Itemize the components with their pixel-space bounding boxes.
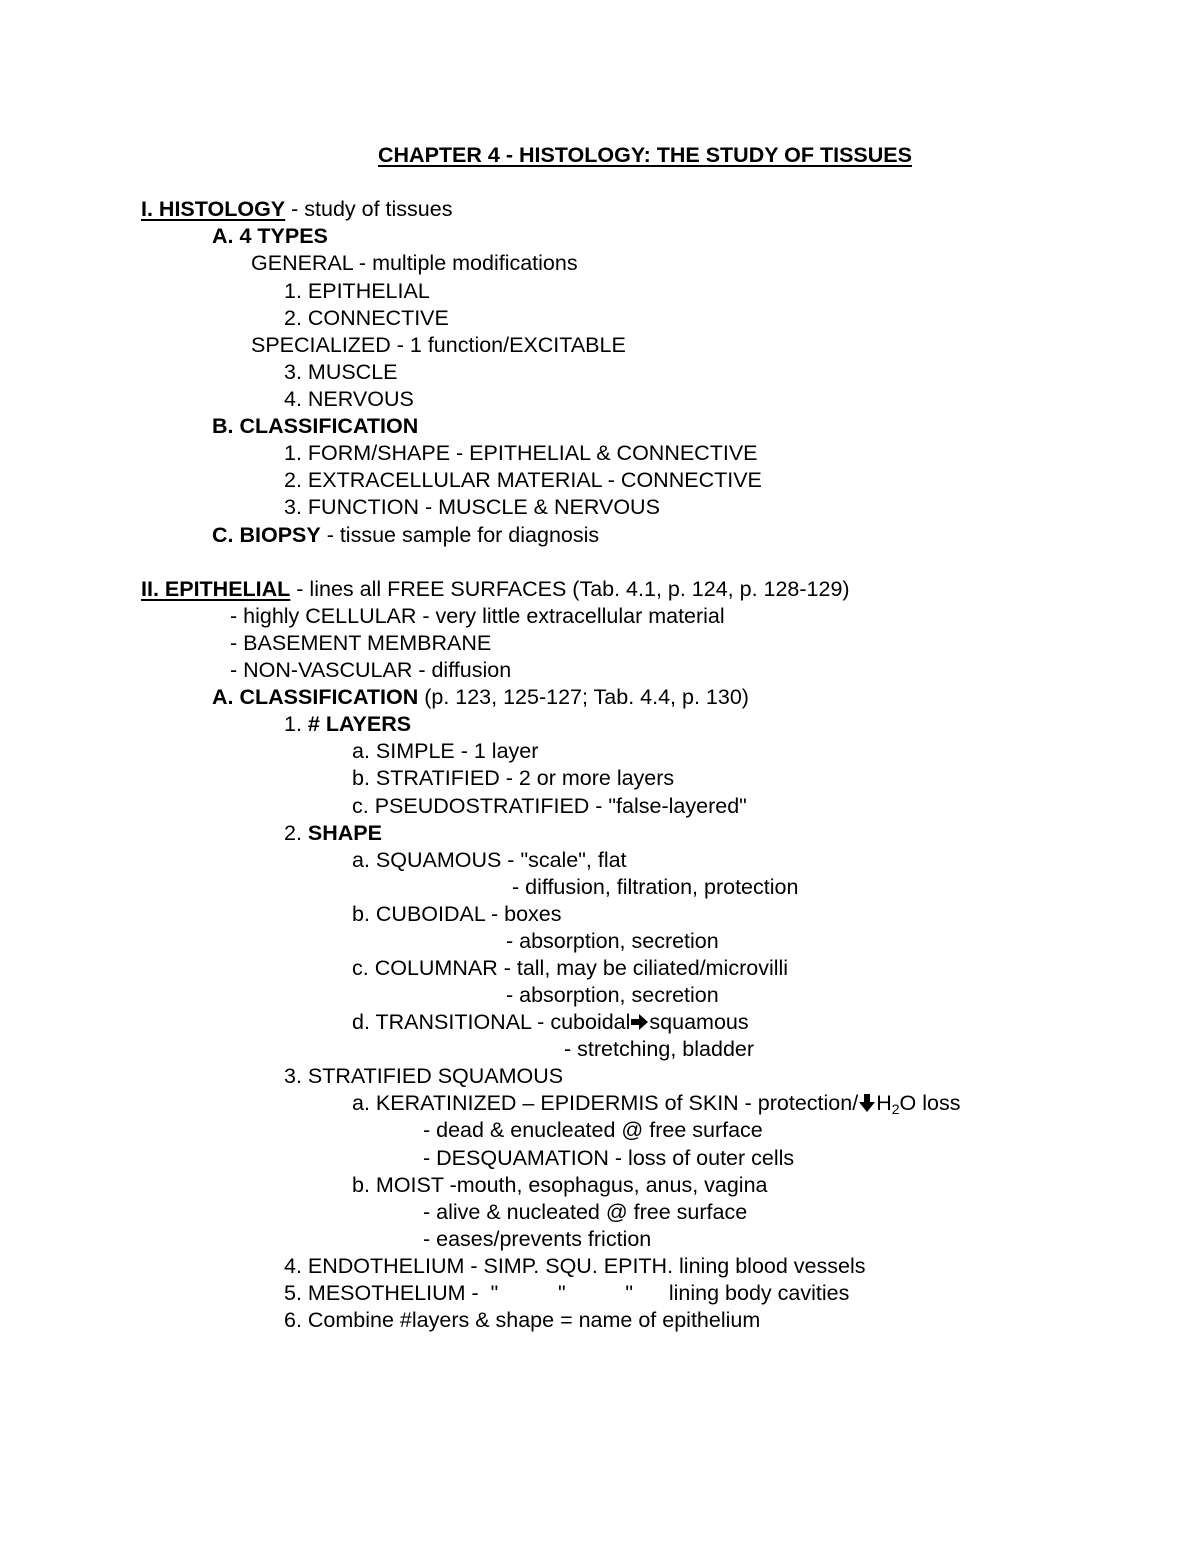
outline-item: c. COLUMNAR - tall, may be ciliated/microvilli — [352, 956, 789, 980]
outline-item: - eases/prevents friction — [423, 1227, 652, 1251]
outline-item: - alive & nucleated @ free surface — [423, 1200, 748, 1224]
outline-item: SPECIALIZED - 1 function/EXCITABLE — [251, 333, 626, 357]
item-number: 2. — [284, 821, 308, 845]
subheading-epithelial-classification — [212, 684, 749, 711]
heading-description: - lines all FREE SURFACES (Tab. 4.1, p. 124, p. 128-129) — [290, 577, 850, 601]
item-text: d. TRANSITIONAL - cuboidal — [352, 1010, 631, 1034]
outline-subheading-shape — [284, 820, 382, 847]
subheading-biopsy — [212, 522, 599, 549]
item-text: a. KERATINIZED – EPIDERMIS of SKIN - protection/ — [352, 1091, 859, 1115]
section-heading-epithelial — [141, 576, 850, 603]
heading-description: - study of tissues — [285, 197, 453, 221]
outline-item: - stretching, bladder — [564, 1037, 755, 1061]
heading-label: II. EPITHELIAL — [141, 577, 291, 601]
page-title: CHAPTER 4 - HISTOLOGY: THE STUDY OF TISSUES — [378, 143, 912, 167]
outline-item: c. PSEUDOSTRATIFIED - "false-layered" — [352, 794, 747, 818]
outline-item: - absorption, secretion — [506, 929, 719, 953]
outline-item: - DESQUAMATION - loss of outer cells — [423, 1146, 795, 1170]
item-number: 1. — [284, 712, 308, 736]
outline-item: 6. Combine #layers & shape = name of epithelium — [284, 1308, 761, 1332]
outline-item: - highly CELLULAR - very little extracellular material — [230, 604, 725, 628]
item-text: O loss — [899, 1091, 961, 1115]
classification-reference: (p. 123, 125-127; Tab. 4.4, p. 130) — [418, 685, 749, 709]
outline-subheading-layers — [284, 711, 411, 738]
section-heading-histology — [141, 196, 452, 223]
item-text: H — [876, 1091, 892, 1115]
item-label: SHAPE — [307, 821, 382, 845]
outline-item: a. SQUAMOUS - "scale", flat — [352, 848, 627, 872]
outline-item: - dead & enucleated @ free surface — [423, 1118, 763, 1142]
subheading-classification: B. CLASSIFICATION — [212, 414, 419, 438]
outline-item: 1. EPITHELIAL — [284, 279, 430, 303]
outline-item: 1. FORM/SHAPE - EPITHELIAL & CONNECTIVE — [284, 441, 758, 465]
outline-item: - NON-VASCULAR - diffusion — [230, 658, 512, 682]
heading-label: I. HISTOLOGY — [141, 197, 286, 221]
biopsy-label: C. BIOPSY — [212, 523, 321, 547]
outline-item: 4. ENDOTHELIUM - SIMP. SQU. EPITH. lining blood vessels — [284, 1254, 866, 1278]
outline-item: 3. MUSCLE — [284, 360, 398, 384]
item-subscript: 2 — [891, 1101, 900, 1117]
outline-item: - diffusion, filtration, protection — [512, 875, 799, 899]
arrow-down-icon — [858, 1093, 876, 1113]
outline-item: a. SIMPLE - 1 layer — [352, 739, 539, 763]
outline-item: b. MOIST -mouth, esophagus, anus, vagina — [352, 1173, 768, 1197]
outline-item: GENERAL - multiple modifications — [251, 251, 578, 275]
outline-item: - BASEMENT MEMBRANE — [230, 631, 492, 655]
outline-item: 2. CONNECTIVE — [284, 306, 449, 330]
classification-label: A. CLASSIFICATION — [212, 685, 419, 709]
arrow-right-icon — [630, 1013, 649, 1031]
subheading-types: A. 4 TYPES — [212, 224, 328, 248]
item-label: # LAYERS — [307, 712, 412, 736]
biopsy-description: - tissue sample for diagnosis — [320, 523, 600, 547]
outline-item: - absorption, secretion — [506, 983, 719, 1007]
outline-item-transitional — [352, 1009, 749, 1036]
outline-item: 3. FUNCTION - MUSCLE & NERVOUS — [284, 495, 660, 519]
outline-item: 5. MESOTHELIUM - " " " lining body cavities — [284, 1281, 850, 1305]
outline-item: 2. EXTRACELLULAR MATERIAL - CONNECTIVE — [284, 468, 762, 492]
item-text: squamous — [649, 1010, 749, 1034]
outline-item: b. STRATIFIED - 2 or more layers — [352, 766, 675, 790]
outline-item: b. CUBOIDAL - boxes — [352, 902, 562, 926]
outline-item: 4. NERVOUS — [284, 387, 414, 411]
outline-item: 3. STRATIFIED SQUAMOUS — [284, 1064, 564, 1088]
